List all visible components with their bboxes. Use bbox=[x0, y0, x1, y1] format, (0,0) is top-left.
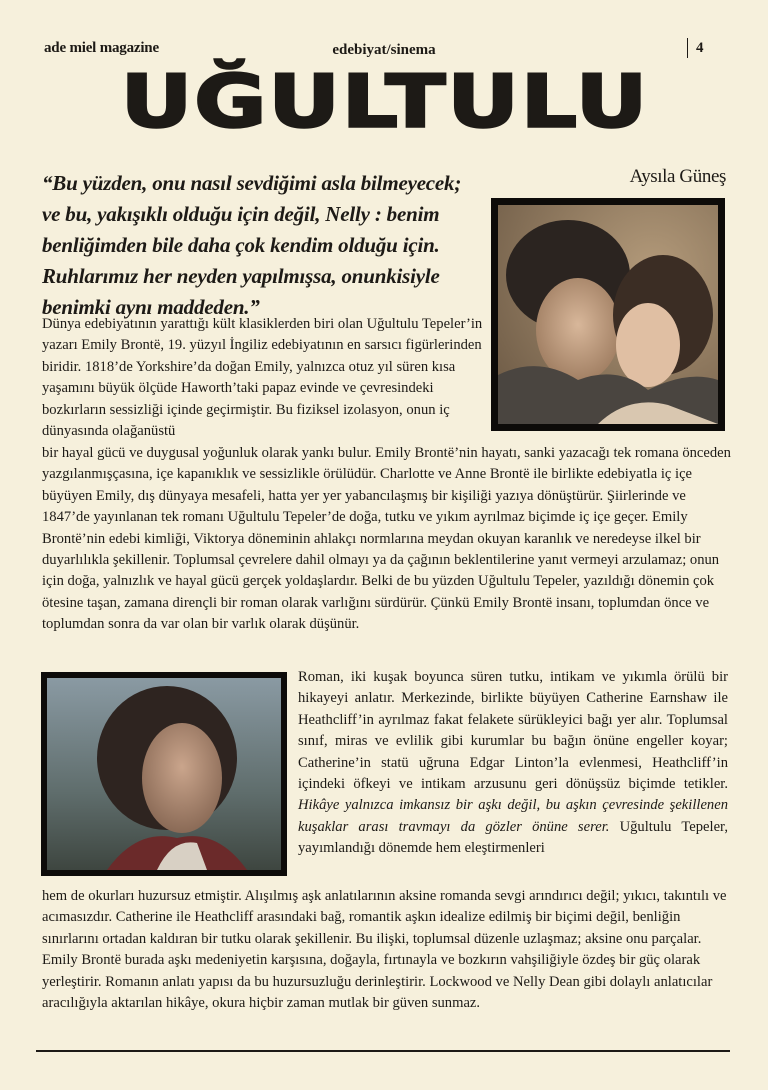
pull-quote: “Bu yüzden, onu nasıl sevdiğimi asla bilmeyecek; ve bu, yakışıklı olduğu için değil, Nelly : benim benliğimden bile daha çok kendim olduğu için. Ruhlarımız her neyden yapılmışsa, onunkisiyle benimki aynı maddeden.” bbox=[42, 171, 462, 319]
magazine-masthead: ade miel magazine bbox=[44, 40, 159, 56]
page-number-divider bbox=[687, 38, 688, 58]
article-paragraph-2: bir hayal gücü ve duygusal yoğunluk olarak yankı bulur. Emily Brontë’nin hayatı, sanki yazacağı tek romana önceden yazgılanmışçasına, içe kapanıklık ve sessizlikle örülüdür. Charlotte ve Anne Brontë ile birlikte edebiyatla iç içe büyüyen Emily, dış dünyaya mesafeli, hatta yer yer yabancılaşmış bir kişiliği yazıya dönüştürür. Şiirlerinde ve 1847’de yayınlanan tek romanı Uğultulu Tepeler’de doğa, tutku ve yıkım ayrılmaz biçimde iç içe geçer. Emily Brontë’nin edebi kimliği, Viktorya döneminin ahlakçı normlarına meydan okuyan karanlık ve neredeyse ilkel bir duyarlılıkla şekillenir. Toplumsal çevrelere dahil olmayı ya da çağının beklentilerine yanıt vermeyi arzulamaz; onun için doğa, yalnızlık ve hayal gücü gerçek yoldaşlardır. Belki de bu yüzden Uğultulu Tepeler, yazıldığı dönemin çok ötesine taşan, zamana dirençli bir roman olarak varlığını sürdürür. Çünkü Emily Brontë insanı, toplumdan önce ve toplumdan sonra da var olan bir varlık olarak düşünür. bbox=[42, 445, 731, 633]
section-label: edebiyat/sinema bbox=[332, 42, 436, 58]
couple-painting-image bbox=[491, 198, 725, 431]
footer-rule bbox=[36, 1050, 730, 1052]
article-title: UĞULTULU bbox=[120, 59, 650, 144]
paragraph-3-tail: Uğultulu Tepeler, yayımlandığı dönemde hem eleştirmenleri bbox=[298, 818, 728, 857]
paragraph-3-italic-highlight: Hikâye yalnızca imkansız bir aşkı değil, bu aşkın çevresinde şekillenen kuşaklar arası travmayı da gözler önüne serer. bbox=[298, 797, 728, 835]
catherine-film-still-image bbox=[41, 672, 287, 876]
paragraph-3-text: Roman, iki kuşak boyunca süren tutku, intikam ve yıkımla örülü bir hikayeyi anlatır. Merkezinde, birlikte büyüyen Catherine Earnshaw ile Heathcliff’in ayrılmaz fakat felakete sürükleyici bağı yer alır. Toplumsal sınıf, miras ve evlilik gibi kurumlar bu bağın önüne engeller koyar; Catherine’in statü uğruna Edgar Linton’la evlenmesi, Heathcliff’in içindeki öfkeyi ve intikam arzusunu geri dönüşsüz biçimde tetikler. bbox=[298, 669, 728, 793]
article-paragraph-3 bbox=[298, 667, 728, 860]
article-paragraph-4: hem de okurları huzursuz etmiştir. Alışılmış aşk anlatılarının aksine romanda sevgi arındırıcı değil; yıkıcı, takıntılı ve acımasızdır. Catherine ile Heathcliff arasındaki bağ, romantik aşkın idealize edilmiş bir biçimi değil, benliğin sınırlarını ortadan kaldıran bir tutku olarak şekillenir. Bu ilişki, toplumsal düzenle uzlaşmaz; aksine onu parçalar. Emily Brontë burada aşkı medeniyetin karşısına, doğayla, fırtınayla ve bozkırın vahşiliğiyle özdeş bir güç olarak yerleştirir. Romanın anlatı yapısı da bu huzursuzluğu derinleştirir. Lockwood ve Nelly Dean gibi dolaylı anlatıcılar aracılığıyla aktarılan hikâye, okura hiçbir zaman mutlak bir güven sunmaz. bbox=[42, 888, 727, 1012]
article-paragraph-1: Dünya edebiyatının yarattığı kült klasiklerden biri olan Uğultulu Tepeler’in yazarı Emily Brontë, 19. yüzyıl İngiliz edebiyatının en sarsıcı figürlerinden biridir. 1818’de Yorkshire’da doğan Emily, yalnızca otuz yıl süren kısa yaşamını büyük ölçüde Haworth’taki papaz evinde ve çevresindeki bozkırların sessizliği içinde geçirmiştir. Bu fiziksel izolasyon, onun iç dünyasında olağanüstü bbox=[42, 316, 483, 440]
article-author: Aysıla Güneş bbox=[629, 166, 726, 187]
page-number: 4 bbox=[696, 40, 704, 56]
